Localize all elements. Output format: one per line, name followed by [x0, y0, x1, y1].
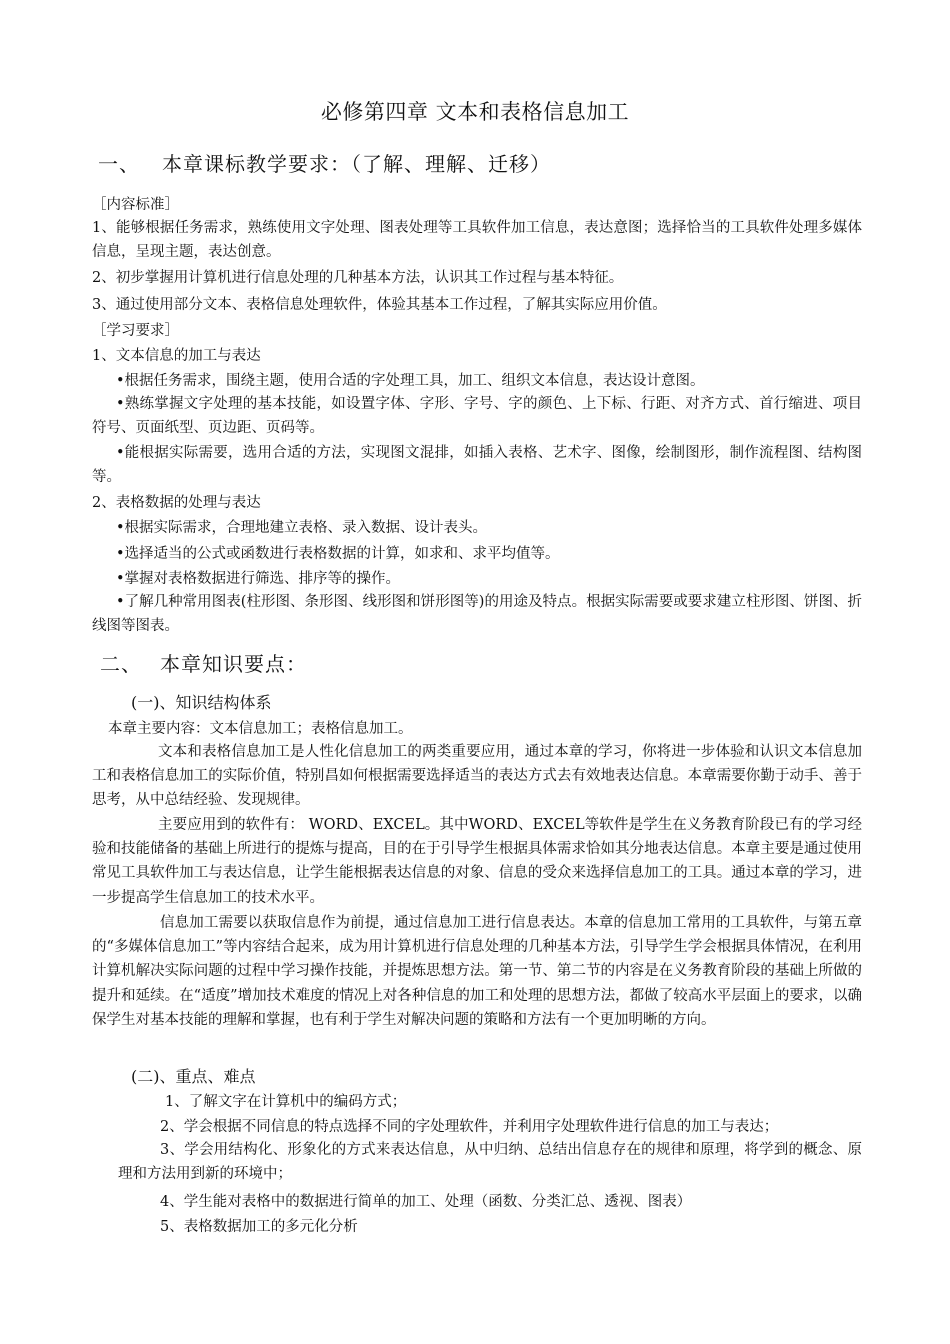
key-item-5: 5、表格数据加工的多元化分析: [160, 1219, 358, 1235]
table-bullet-2: •选择适当的公式或函数进行表格数据的计算，如求和、求平均值等。: [116, 546, 560, 562]
main-content-line: 本章主要内容：文本信息加工；表格信息加工。: [108, 721, 413, 737]
content-item-3: 3、通过使用部分文本、表格信息处理软件，体验其基本工作过程，了解其实际应用价值。: [92, 297, 667, 313]
knowledge-structure-heading: (一)、知识结构体系: [131, 693, 272, 712]
paragraph-1: 文本和表格信息加工是人性化信息加工的两类重要应用，通过本章的学习，你将进一步体验和认识文本信息加工和表格信息加工的实际价值，特别昌如何根据需要选择适当的表达方式去有效地表达信息。本章需要你勤于动手、善于思考，从中总结经验、发现规律。: [92, 744, 862, 809]
content-item-2: 2、初步掌握用计算机进行信息处理的几种基本方法，认识其工作过程与基本特征。: [92, 270, 624, 286]
section-1-heading: 本章课标教学要求：（了解、理解、迁移）: [162, 152, 551, 176]
key-item-1: 1、了解文字在计算机中的编码方式；: [165, 1094, 407, 1110]
table-bullet-4: •了解几种常用图表(柱形图、条形图、线形图和饼形图等)的用途及特点。根据实际需要或要求建立柱形图、饼图、折线图等图表。: [92, 594, 862, 635]
paragraph-2: 主要应用到的软件有： WORD、EXCEL。其中WORD、EXCEL等软件是学生在义务教育阶段已有的学习经验和技能储备的基础上所进行的提炼与提高，目的在于引导学生根据具体需求恰如其分地表达信息。本章主要是通过使用常见工具软件加工与表达信息，让学生能根据表达信息的对象、信息的受众来选择信息加工的工具。通过本章的学习，进一步提高学生信息加工的技术水平。: [92, 817, 862, 906]
chapter-title: 必修第四章 文本和表格信息加工: [320, 100, 630, 124]
table-bullet-1: •根据实际需求，合理地建立表格、录入数据、设计表头。: [116, 520, 488, 536]
content-standard-label: ［内容标准］: [92, 197, 179, 213]
paragraph-3: 信息加工需要以获取信息作为前提，通过信息加工进行信息表达。本章的信息加工常用的工具软件，与第五章的“多媒体信息加工”等内容结合起来，成为用计算机进行信息处理的几种基本方法，引导学生学会根据具体情况，在利用计算机解决实际问题的过程中学习操作技能，并提炼思想方法。第一节、第二节的内容是在义务教育阶段的基础上所做的提升和延续。在“适度”增加技术难度的情况上对各种信息的加工和处理的思想方法，都做了较高水平层面上的要求，以确保学生对基本技能的理解和掌握，也有利于学生对解决问题的策略和方法有一个更加明晰的方向。: [92, 915, 862, 1028]
section-2-heading: 本章知识要点：: [160, 652, 307, 676]
text-bullet-3: •能根据实际需要，选用合适的方法，实现图文混排，如插入表格、艺术字、图像，绘制图形，制作流程图、结构图等。: [92, 445, 862, 486]
key-item-4: 4、学生能对表格中的数据进行简单的加工、处理（函数、分类汇总、透视、图表）: [160, 1194, 692, 1210]
key-item-2: 2、学会根据不同信息的特点选择不同的字处理软件，并利用字处理软件进行信息的加工与表达；: [160, 1119, 779, 1135]
table-bullet-3: •掌握对表格数据进行筛选、排序等的操作。: [116, 571, 401, 587]
section-2-number: 二、: [100, 652, 142, 676]
key-points-heading: (二)、重点、难点: [131, 1067, 256, 1086]
key-item-3: 3、学会用结构化、形象化的方式来表达信息，从中归纳、总结出信息存在的规律和原理，将学到的概念、原理和方法用到新的环境中；: [118, 1142, 862, 1183]
table-processing-heading: 2、表格数据的处理与表达: [92, 495, 261, 511]
study-requirements-label: ［学习要求］: [92, 323, 179, 339]
content-item-1: 1、能够根据任务需求，熟练使用文字处理、图表处理等工具软件加工信息，表达意图；选择恰当的工具软件处理多媒体信息，呈现主题，表达创意。: [92, 220, 862, 261]
text-bullet-1: •根据任务需求，围绕主题，使用合适的字处理工具，加工、组织文本信息，表达设计意图。: [116, 373, 705, 389]
text-bullet-2: •熟练掌握文字处理的基本技能，如设置字体、字形、字号、字的颜色、上下标、行距、对齐方式、首行缩进、项目符号、页面纸型、页边距、页码等。: [92, 396, 862, 437]
section-1-number: 一、: [98, 152, 140, 176]
text-processing-heading: 1、文本信息的加工与表达: [92, 348, 261, 364]
